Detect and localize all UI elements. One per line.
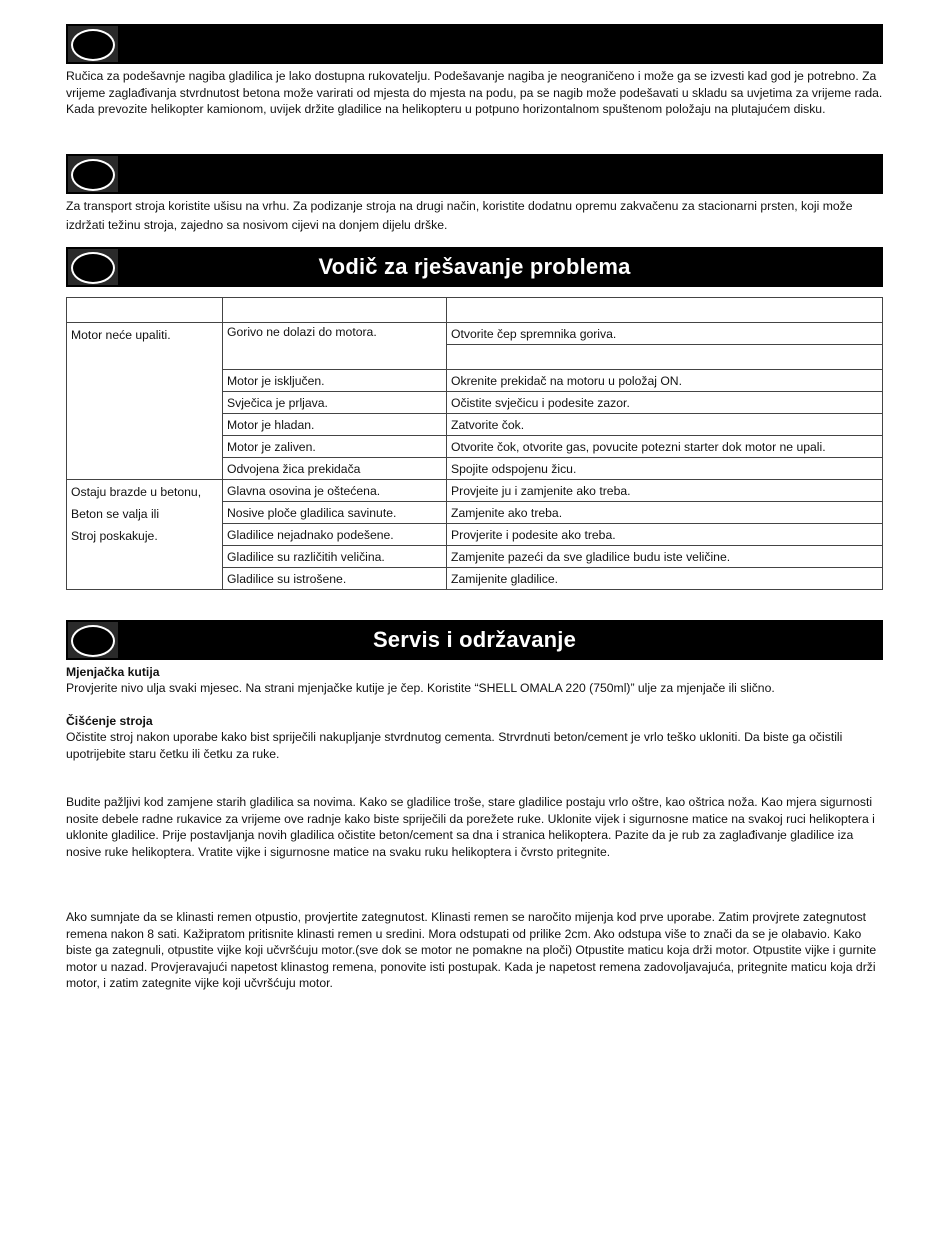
troubleshooting-header (66, 247, 883, 287)
table-row (67, 480, 883, 502)
cause-cell: Nosive ploče gladilica savinute. (223, 502, 447, 524)
problem-cell (67, 480, 223, 590)
service-title: Servis i održavanje (372, 627, 577, 652)
cleaning-heading: Čišćenje stroja (66, 714, 153, 728)
solution-cell: Očistite svječicu i podesite zazor. (447, 392, 883, 414)
gearbox-heading: Mjenjačka kutija (66, 665, 160, 679)
cause-cell: Gladilice su različitih veličina. (223, 546, 447, 568)
cause-cell: Motor je hladan. (223, 414, 447, 436)
cause-cell: Svječica je prljava. (223, 392, 447, 414)
blades-paragraph: Budite pažljivi kod zamjene starih gladilica sa novima. Kako se gladilice troše, stare gladilice postaju vrlo oštre, kao oštrica noža. Kao mjera sigurnosti nosite debele radne rukavice za vrijeme ove radnje kako biste spriječili da porežete ruke. Uklonite vijek i sigurnosne matice na svakoj ruci helikoptera i uklonite gladilice. Prije postavljanja novih gladilica očistite beton/cement sa dna i stranica helikoptera. Pazite da je rub za zaglađivanje gladilice iza nosive ruke helikoptera. Vratite vijke i sigurnosne matice na svaku ruku helikoptera i čvrsto pritegnite. (66, 795, 875, 859)
service-header (66, 620, 883, 660)
header-cell-cause (223, 298, 447, 323)
section-header-bar-1 (66, 24, 883, 64)
oval-icon (71, 159, 115, 191)
language-badge (68, 156, 118, 192)
cause-cell: Gladilice nejadnako podešene. (223, 524, 447, 546)
solution-cell: Zamjenite pazeći da sve gladilice budu iste veličine. (447, 546, 883, 568)
solution-cell: Zamijenite gladilice. (447, 568, 883, 590)
cause-cell: Odvojena žica prekidača (223, 458, 447, 480)
problem-line: Stroj poskakuje. (71, 529, 158, 543)
problem-cell: Motor neće upaliti. (67, 323, 223, 480)
solution-cell: Provjeite ju i zamjenite ako treba. (447, 480, 883, 502)
troubleshooting-title: Vodič za rješavanje problema (318, 254, 631, 279)
cause-cell: Gladilice su istrošene. (223, 568, 447, 590)
solution-cell: Otvorite čep spremnika goriva. (447, 323, 883, 345)
table-row (67, 323, 883, 345)
header-cell-solution (447, 298, 883, 323)
solution-cell: Zamjenite ako treba. (447, 502, 883, 524)
empty-cell (447, 345, 883, 370)
solution-cell: Zatvorite čok. (447, 414, 883, 436)
solution-cell: Spojite odspojenu žicu. (447, 458, 883, 480)
belt-paragraph: Ako sumnjate da se klinasti remen otpustio, provjertite zategnutost. Klinasti remen se naročito mijenja kod prve uporabe. Zatim provjrete zategnutost remena nakon 8 sati. Kažipratom pritisnite klinasti remen u sredini. Mora odstupati od prilike 2cm. Ako odstupa više to znači da se je olabavio. Kako biste ga zategnuli, otpustite vijke koji učvršćuju motor.(sve dok se motor ne pomakne na ploči) Otpustite maticu koja drži motor. Otpustite vijke i gurnite motor u nazad. Provjeravajući napetost klinastog remena, ponovite isti postupak. Kada je napetost remena zadovoljavajuća, pritegnite maticu koja drži motor, i zatim zategnite vijke koji učvršćuju motor. (66, 910, 877, 990)
problem-line: Ostaju brazde u betonu, (71, 485, 202, 499)
cause-cell: Motor je isključen. (223, 370, 447, 392)
solution-cell: Provjerite i podesite ako treba. (447, 524, 883, 546)
language-badge (68, 26, 118, 62)
transport-paragraph: Za transport stroja koristite ušisu na vrhu. Za podizanje stroja na drugi način, koristite dodatnu opremu zakvačenu za stacionarni prsten, koji može izdržati težinu stroja, zajedno sa nosivom cijevi na donjem dijelu drške. (66, 199, 853, 232)
gearbox-paragraph: Provjerite nivo ulja svaki mjesec. Na strani mjenjačke kutije je čep. Koristite “SHELL OMALA 220 (750ml)” ulje za mjenjače ili slično. (66, 681, 775, 695)
solution-cell: Otvorite čok, otvorite gas, povucite potezni starter dok motor ne upali. (447, 436, 883, 458)
cleaning-paragraph: Očistite stroj nakon uporabe kako bist spriječili nakupljanje stvrdnutog cementa. Strvrdnuti beton/cement je vrlo teško ukloniti. Da biste ga očistili upotrijebite staru četku ili četku za ruke. (66, 730, 843, 761)
section-header-bar-2 (66, 154, 883, 194)
header-cell-problem (67, 298, 223, 323)
problem-line: Beton se valja ili (71, 507, 160, 521)
troubleshooting-table (66, 297, 883, 590)
cause-cell: Gorivo ne dolazi do motora. (223, 323, 447, 370)
handle-paragraph: Ručica za podešavnje nagiba gladilica je lako dostupna rukovatelju. Podešavanje nagiba je neograničeno i može ga se izvesti kad god je potrebno. Za vrijeme zaglađivanja stvrdnutost betona može varirati od mjesta do mjesta na podu, pa se nagib može podešavati u skladu sa uvjetima za vrijeme rada. Kada prevozite helikopter kamionom, uvijek držite gladilice na helikopteru u potpuno horizontalnom spuštenom položaju na plutajućem disku. (66, 69, 883, 116)
table-header-row (67, 298, 883, 323)
solution-cell: Okrenite prekidač na motoru u položaj ON. (447, 370, 883, 392)
cause-cell: Glavna osovina je oštećena. (223, 480, 447, 502)
oval-icon (71, 29, 115, 61)
cause-cell: Motor je zaliven. (223, 436, 447, 458)
